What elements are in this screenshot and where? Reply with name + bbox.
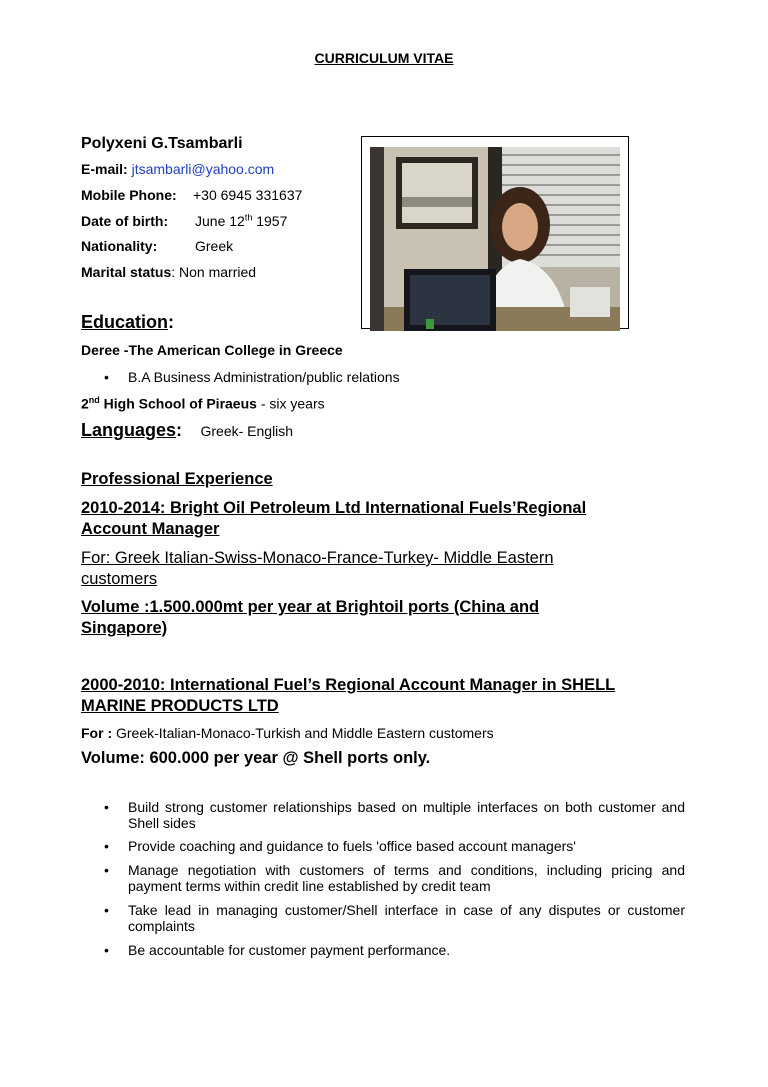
languages-value: Greek- English bbox=[200, 423, 294, 439]
job1-volume: Volume :1.500.000mt per year at Brightoil ports (China and Singapore) bbox=[81, 598, 540, 637]
phone-label: Mobile Phone: bbox=[81, 187, 177, 203]
nationality-value: Greek bbox=[195, 238, 234, 254]
dob-value: June 12th 1957 bbox=[195, 212, 288, 229]
profile-photo bbox=[370, 147, 620, 331]
phone-value: +30 6945 331637 bbox=[193, 187, 303, 203]
job2-volume: Volume: 600.000 per year @ Shell ports only. bbox=[81, 749, 431, 767]
email-row bbox=[81, 161, 274, 177]
languages-heading: Languages bbox=[81, 420, 177, 440]
dob-label: Date of birth: bbox=[81, 212, 169, 229]
person-name: Polyxeni G.Tsambarli bbox=[81, 135, 243, 152]
bullet-icon: • bbox=[104, 369, 109, 385]
responsibility-item: Take lead in managing customer/Shell interface in case of any disputes or customer complaints bbox=[128, 902, 685, 934]
high-school-row: 2nd High School of Piraeus - six years bbox=[81, 395, 325, 412]
college-name: Deree -The American College in Greece bbox=[81, 342, 343, 358]
responsibility-item: Be accountable for customer payment performance. bbox=[128, 942, 451, 958]
bullet-icon: • bbox=[104, 942, 109, 958]
dob-row bbox=[81, 212, 287, 229]
job1-title: 2010-2014: Bright Oil Petroleum Ltd International Fuels’Regional Account Manager bbox=[81, 499, 587, 538]
nationality-row bbox=[81, 238, 233, 254]
marital-value: : Non married bbox=[171, 264, 257, 280]
document-title: CURRICULUM VITAE bbox=[314, 50, 454, 66]
responsibility-item: Build strong customer relationships based on multiple interfaces on both customer and Shell sides bbox=[128, 799, 685, 831]
email-label: E-mail: bbox=[81, 161, 128, 177]
degree-item: B.A Business Administration/public relations bbox=[128, 369, 400, 385]
job2-title: 2000-2010: International Fuel’s Regional Account Manager in SHELL MARINE PRODUCTS LTD bbox=[81, 676, 616, 715]
languages-row: Languages: Greek- English bbox=[81, 420, 294, 440]
bullet-icon: • bbox=[104, 902, 109, 918]
profile-photo-frame bbox=[361, 136, 629, 329]
phone-row bbox=[81, 187, 302, 203]
email-link[interactable]: jtsambarli@yahoo.com bbox=[131, 161, 275, 177]
responsibility-item: Provide coaching and guidance to fuels 'office based account managers' bbox=[128, 838, 576, 854]
bullet-icon: • bbox=[104, 799, 109, 815]
marital-row bbox=[81, 264, 256, 280]
experience-heading: Professional Experience bbox=[81, 470, 273, 488]
job2-customers: For : Greek-Italian-Monaco-Turkish and Middle Eastern customers bbox=[81, 725, 494, 741]
bullet-icon: • bbox=[104, 862, 109, 878]
responsibility-item: Manage negotiation with customers of terms and conditions, including pricing and payment terms within credit line established by credit team bbox=[128, 862, 685, 894]
bullet-icon: • bbox=[104, 838, 109, 854]
marital-label: Marital status bbox=[81, 264, 172, 280]
education-heading: Education: bbox=[81, 312, 175, 332]
job1-customers: For: Greek Italian-Swiss-Monaco-France-Turkey- Middle Eastern customers bbox=[81, 549, 554, 588]
nationality-label: Nationality: bbox=[81, 238, 158, 254]
